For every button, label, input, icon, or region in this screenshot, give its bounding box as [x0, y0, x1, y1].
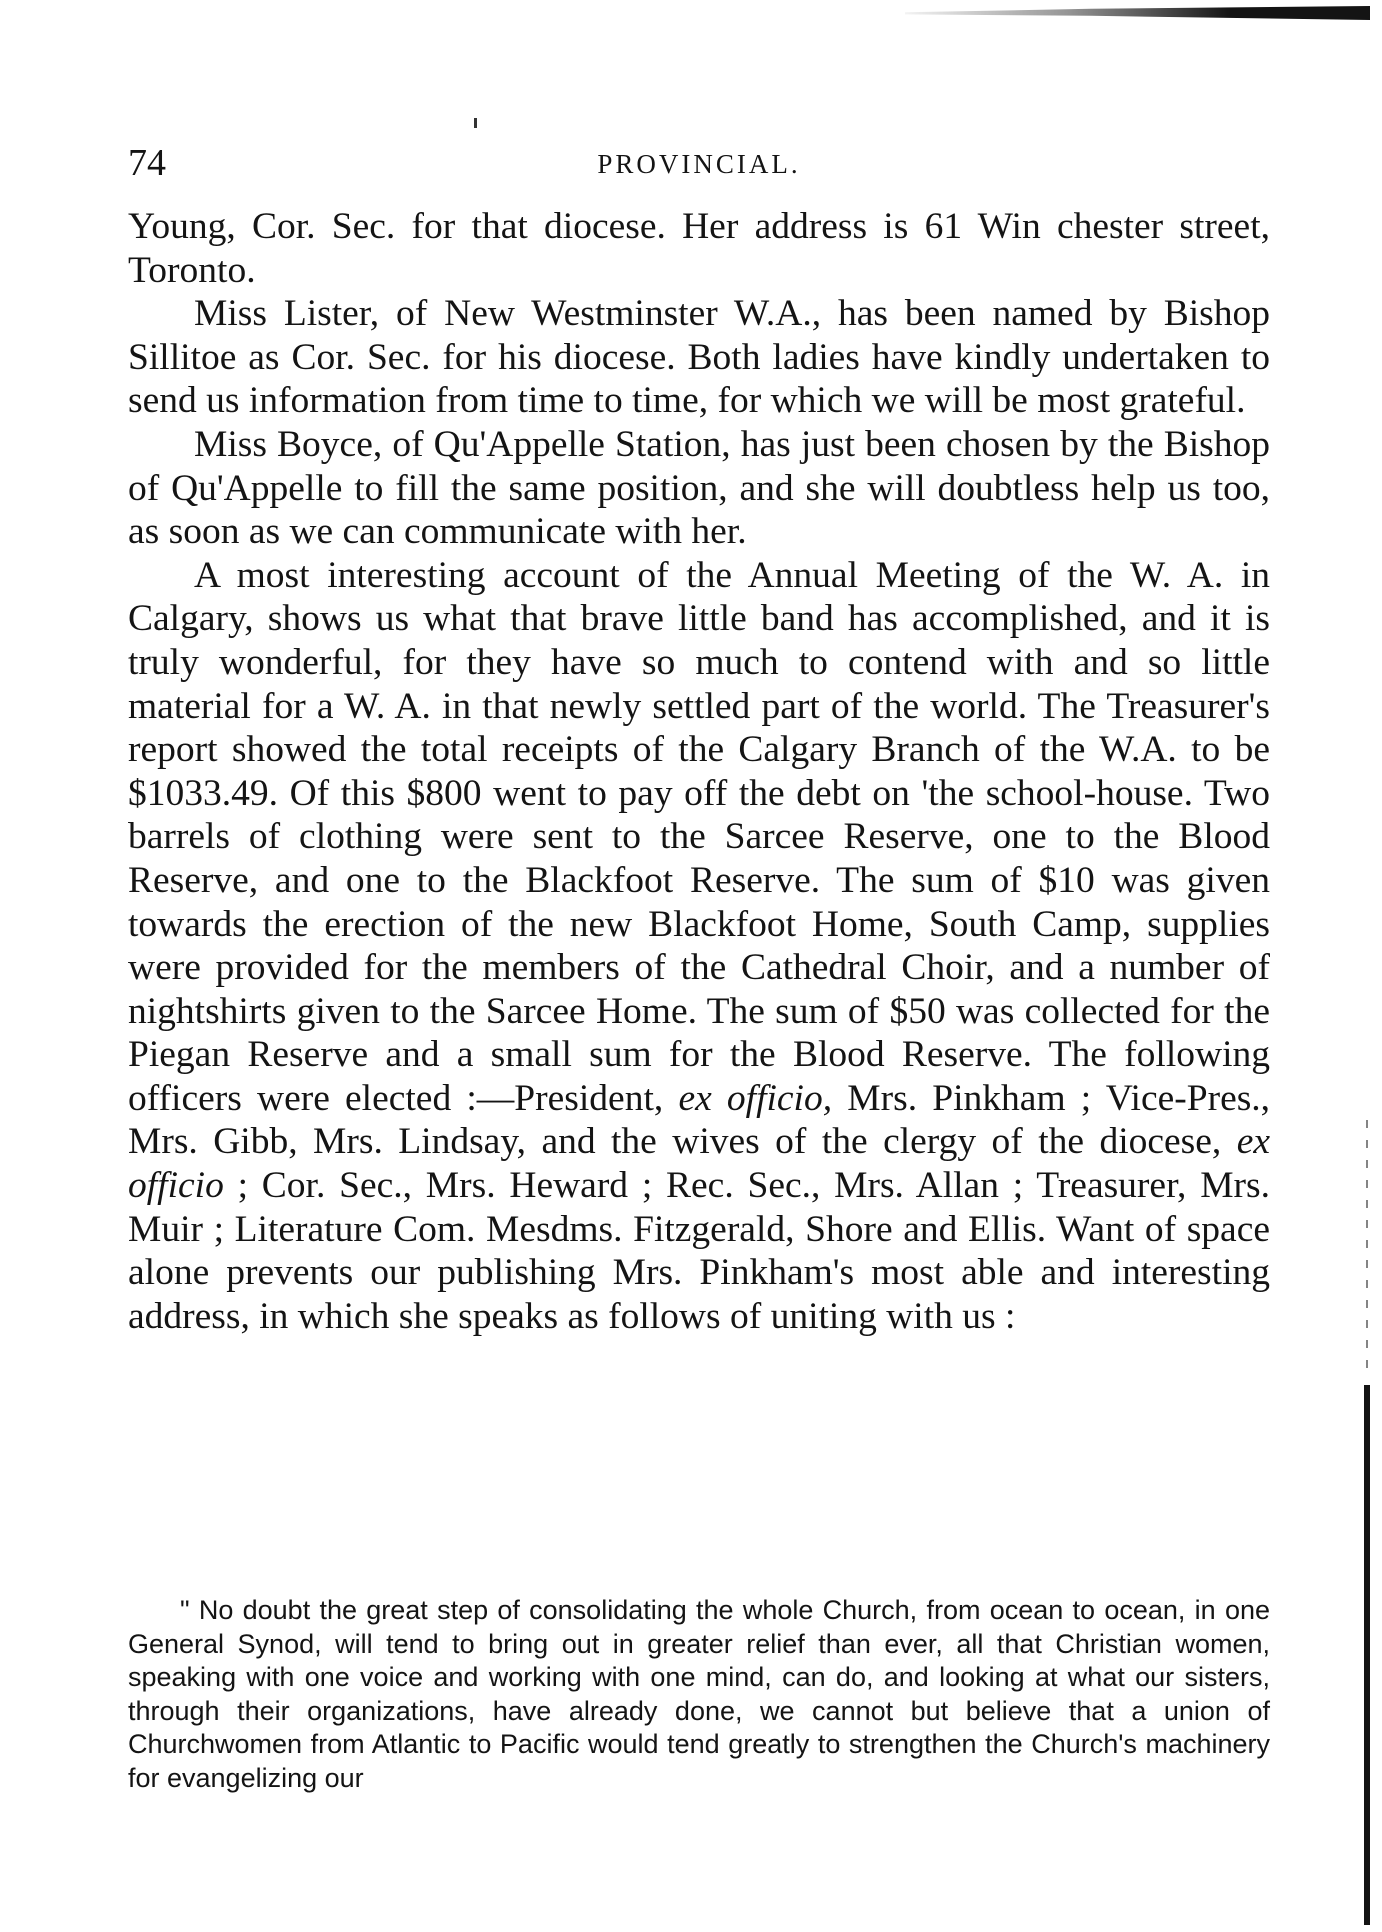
calgary-text-start: A most interesting account of the Annual Meeting of the W. A. in Calgary, shows us what that brave little band has accomplished, and it is truly wonderful, for they have so much to contend with and so little material for a W. A. in that newly settled part of the world. The Treasurer's report showed the total receipts of the Calgary Branch of the W.A. to be $1033.49. Of this $800 went to pay off the debt on 'the school-house. Two barrels of clothing were sent to the Sarcee Reserve, one to the Blood Reserve, and one to the Blackfoot Reserve. The sum of $10 was given towards the erection of the new Blackfoot Home, South Camp, supplies were provided for the members of the Cathedral Choir, and a number of nightshirts given to the Sarcee Home. The sum of $50 was collected for the Piegan Reserve and a small sum for the Blood Reserve. The following officers were elected :—President, [128, 554, 1270, 1119]
paragraph-miss-boyce: Miss Boyce, of Qu'Appelle Station, has just been chosen by the Bishop of Qu'Appelle to fill the same position, and she will doubtless help us too, as soon as we can communicate with her. [128, 423, 1270, 553]
quote-paragraph: " No doubt the great step of consolidating the whole Church, from ocean to ocean, in one General Synod, will tend to bring out in greater relief than ever, all that Christian women, speaking with one voice and working with one mind, can do, and looking at what our sisters, through their organizations, have already done, we cannot but believe that a union of Churchwomen from Atlantic to Pacific would tend greatly to strengthen the Church's machinery for evangelizing our [128, 1595, 1270, 1793]
paragraph-continuation: Young, Cor. Sec. for that diocese. Her address is 61 Win chester street, Toronto. [128, 206, 1270, 291]
italic-ex-officio-2: ex officio [128, 1121, 1270, 1207]
print-speck [474, 118, 477, 128]
page-header [128, 140, 1270, 186]
calgary-text-middle: Mrs. Pinkham ; Vice-Pres., Mrs. Gibb, Mrs. Lindsay, and the wives of the clergy of the diocese, [128, 1077, 1271, 1163]
paragraph-miss-lister: Miss Lister, of New Westminster W.A., has been named by Bishop Sillitoe as Cor. Sec. for his diocese. Both ladies have kindly undertaken to send us information from time to time, for which we will be most grateful. [128, 293, 1270, 422]
body-text [128, 205, 1270, 1338]
top-edge-rule [905, 6, 1370, 20]
page-number: 74 [128, 142, 166, 184]
running-head: PROVINCIAL. [597, 149, 801, 179]
paragraph-calgary-meeting [128, 554, 1270, 1339]
italic-ex-officio-1: ex officio, [678, 1077, 833, 1119]
right-edge-dashes [1366, 1120, 1368, 1380]
block-quote [128, 1594, 1270, 1796]
right-edge-rule [1364, 1385, 1370, 1925]
calgary-text-end: ; Cor. Sec., Mrs. Heward ; Rec. Sec., Mrs. Allan ; Treasurer, Mrs. Muir ; Literature Com. Mesdms. Fitzgerald, Shore and Ellis. Want of space alone prevents our publishing Mrs. Pinkham's most able and interesting address, in which she speaks as follows of uniting with us : [128, 1165, 1271, 1337]
